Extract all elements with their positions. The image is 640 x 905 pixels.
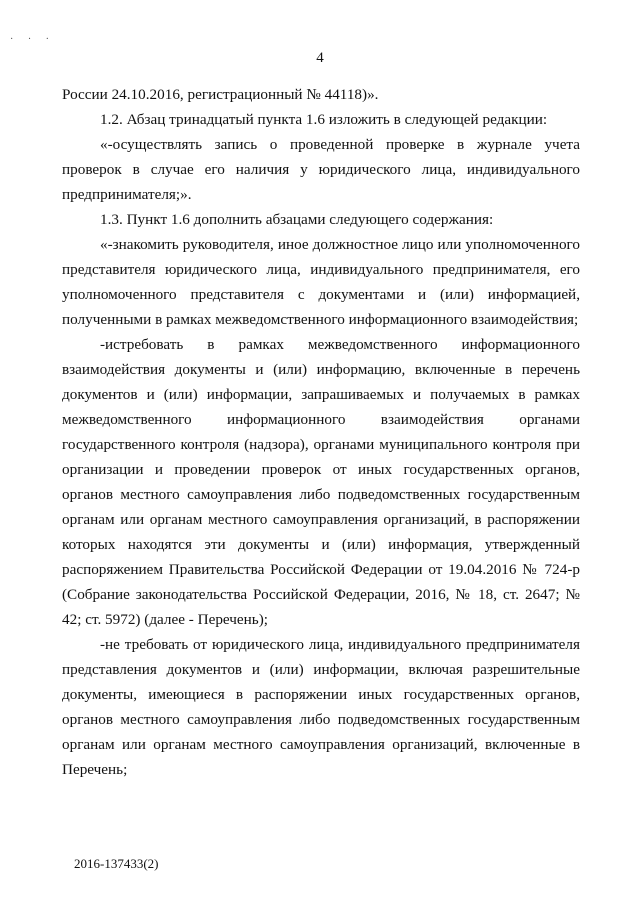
- document-body: [62, 82, 580, 782]
- paragraph-acquaint: «-знакомить руководителя, иное должностное лицо или уполномоченного представителя юридического лица, индивидуального предпринимателя, его уполномоченного представителя с документами и (или) информацией, полученными в рамках межведомственного информационного взаимодействия;: [62, 236, 580, 328]
- scan-artifact-marks: · · ·: [10, 34, 55, 45]
- document-footer-code: 2016-137433(2): [74, 856, 159, 871]
- paragraph-request-documents: -истребовать в рамках межведомственного информационного взаимодействия документы и (или) информацию, включенные в перечень документов и (или) информации, запрашиваемых и получаемых в рамках межведомственного информационного взаимодействия органами государственного контроля (надзора), органами муниципального контроля при организации и проведении проверок от иных государственных органов, органов местного самоуправления либо подведомственных государственным органам или органам местного самоуправления организаций, в распоряжении которых находятся эти документы и (или) информация, утвержденный распоряжением Правительства Российской Федерации от 19.04.2016 № 724-р (Собрание законодательства Российской Федерации, 2016, № 18, ст. 2647; № 42; ст. 5972) (далее - Перечень);: [62, 336, 580, 628]
- page-number: 4: [316, 50, 324, 66]
- paragraph-amendment-1-2: 1.2. Абзац тринадцатый пункта 1.6 изложить в следующей редакции:: [100, 111, 548, 128]
- paragraph-quote-journal: «-осуществлять запись о проведенной проверке в журнале учета проверок в случае его наличия у юридического лица, индивидуального предпринимателя;».: [62, 136, 580, 203]
- paragraph-amendment-1-3: 1.3. Пункт 1.6 дополнить абзацами следующего содержания:: [100, 211, 494, 228]
- paragraph-continuation: России 24.10.2016, регистрационный № 44118)».: [62, 86, 379, 103]
- paragraph-not-require: -не требовать от юридического лица, индивидуального предпринимателя представления документов и (или) информации, включая разрешительные документы, имеющиеся в распоряжении иных государственных органов, органов местного самоуправления либо подведомственных государственным органам или органам местного самоуправления организаций, включенные в Перечень;: [62, 636, 580, 778]
